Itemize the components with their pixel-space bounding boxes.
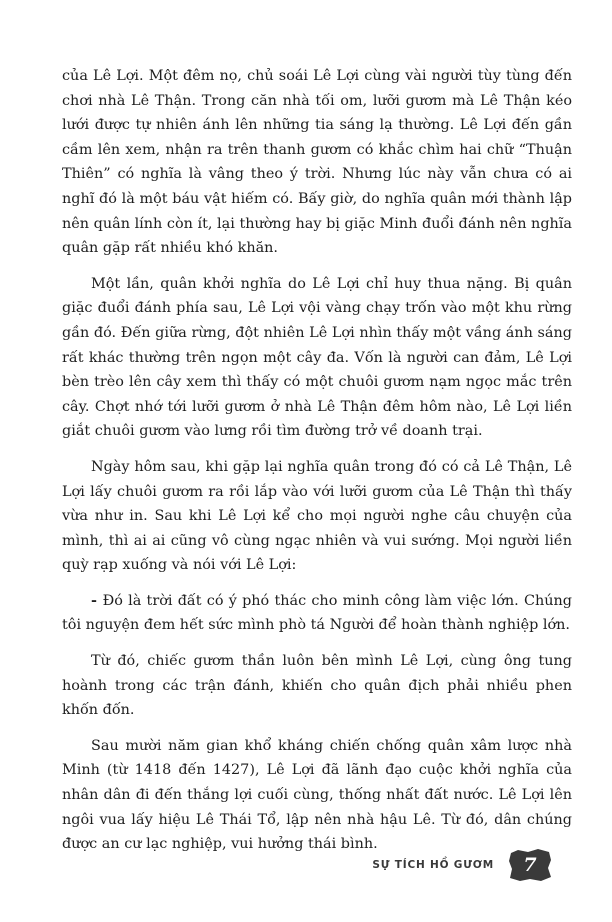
paragraph-3: Ngày hôm sau, khi gặp lại nghĩa quân trong đó có cả Lê Thận, Lê Lợi lấy chuôi gươm ra rồi lắp vào với lưỡi gươm của Lê Thận thì thấy vừa như in. Sau khi Lê Lợi kể cho mọi người nghe câu chuyện của mình, thì ai ai cũng vô cùng ngạc nhiên và vui sướng. Mọi người liền quỳ rạp xuống và nói với Lê Lợi: (62, 458, 572, 574)
page-footer (372, 848, 552, 882)
quote-text: Đó là trời đất có ý phó thác cho minh công làm việc lớn. Chúng tôi nguyện đem hết sức mình phò tá Người để hoàn thành nghiệp lớn. (62, 592, 572, 634)
paragraph-5: Từ đó, chiếc gươm thần luôn bên mình Lê Lợi, cùng ông tung hoành trong các trận đánh, khiến cho quân địch phải nhiều phen khốn đốn. (62, 653, 572, 719)
paragraph-1: của Lê Lợi. Một đêm nọ, chủ soái Lê Lợi cùng vài người tùy tùng đến chơi nhà Lê Thận. Trong căn nhà tối om, lưỡi gươm mà Lê Thận kéo lưới được tự nhiên ánh lên những tia sáng lạ thường. Lê Lợi đến gần cầm lên xem, nhận ra trên thanh gươm có khắc chìm hai chữ “Thuận Thiên” có nghĩa là vâng theo ý trời. Nhưng lúc này vẫn chưa có ai nghĩ đó là một báu vật hiếm có. Bấy giờ, do nghĩa quân mới thành lập nên quân lính còn ít, lại thường hay bị giặc Minh đuổi đánh nên nghĩa quân gặp rất nhiều khó khăn. (62, 68, 572, 257)
paragraph-2: Một lần, quân khởi nghĩa do Lê Lợi chỉ huy thua nặng. Bị quân giặc đuổi đánh phía sau, Lê Lợi vội vàng chạy trốn vào một khu rừng gần đó. Đến giữa rừng, đột nhiên Lê Lợi nhìn thấy một vầng ánh sáng rất khác thường trên ngọn một cây đa. Vốn là người can đảm, Lê Lợi bèn trèo lên cây xem thì thấy có một chuôi gươm nạm ngọc mắc trên cây. Chợt nhớ tới lưỡi gươm ở nhà Lê Thận đêm hôm nào, Lê Lợi liền giắt chuôi gươm vào lưng rồi tìm đường trở về doanh trại. (62, 275, 572, 440)
page-body-text (62, 64, 572, 868)
footer-book-title: SỰ TÍCH HỒ GƯƠM (372, 859, 494, 871)
page-number: 7 (523, 854, 537, 876)
page-number-badge (508, 848, 552, 882)
paragraph-6: Sau mười năm gian khổ kháng chiến chống quân xâm lược nhà Minh (từ 1418 đến 1427), Lê Lợi đã lãnh đạo cuộc khởi nghĩa của nhân dân đi đến thắng lợi cuối cùng, thống nhất đất nước. Lê Lợi lên ngôi vua lấy hiệu Lê Thái Tổ, lập nên nhà hậu Lê. Từ đó, dân chúng được an cư lạc nghiệp, vui hưởng thái bình. (62, 737, 572, 853)
paragraph-quote (62, 589, 572, 638)
quote-dash: - (91, 591, 103, 609)
